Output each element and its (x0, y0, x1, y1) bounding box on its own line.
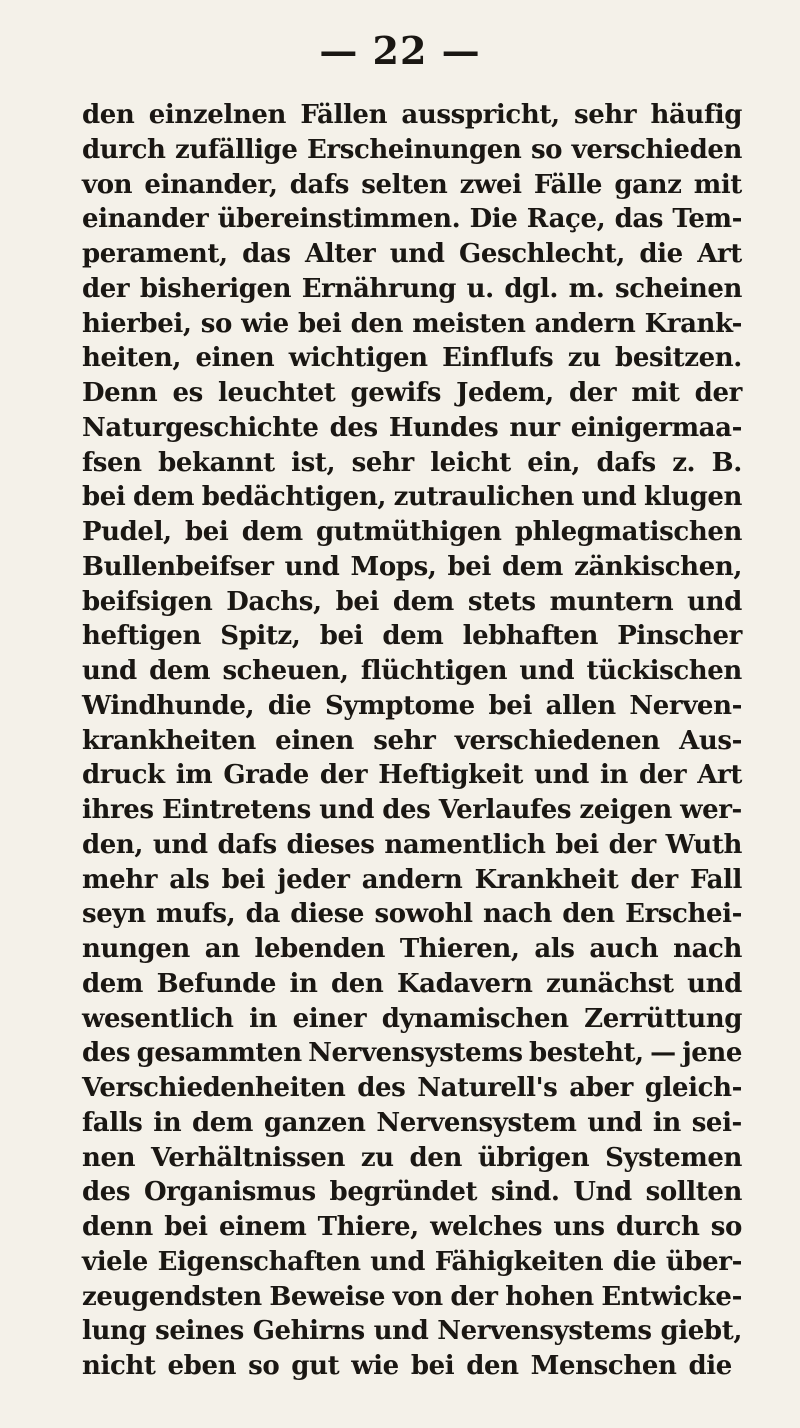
word: häufig (650, 100, 742, 130)
word: beifsigen (82, 586, 213, 617)
word: giebt, (660, 1316, 742, 1347)
word: ausspricht, (401, 100, 560, 130)
text-line (82, 376, 742, 411)
word: verschiedenen (454, 725, 660, 756)
word: perament, (82, 239, 228, 269)
word: Pudel, (82, 517, 172, 547)
word: heftigen (82, 621, 201, 652)
word: ihres (82, 795, 154, 825)
word: zeugendsten (82, 1281, 262, 1312)
word: die (267, 690, 312, 721)
word: übereinstimmen. (217, 204, 461, 235)
word: diese (290, 899, 365, 930)
word: gutmüthigen (316, 517, 502, 547)
word: zwei (459, 169, 522, 200)
word: des (82, 1177, 131, 1208)
word: namentlich (384, 829, 546, 860)
word: zu (360, 1142, 394, 1173)
word: es (172, 378, 203, 408)
word: einen (275, 725, 354, 756)
word: Tem- (672, 204, 742, 235)
word: einem (218, 1212, 307, 1242)
word: Naturell's (417, 1073, 558, 1103)
word: der (608, 829, 656, 860)
word: den (350, 308, 403, 339)
word: des (82, 1038, 131, 1069)
word: bei (82, 482, 126, 513)
word: in (652, 1107, 681, 1138)
word: den, (82, 829, 144, 860)
text-line (82, 133, 742, 168)
text-line (82, 1002, 742, 1037)
word: Hundes (388, 412, 499, 443)
text-line (82, 967, 742, 1002)
word: zunächst (546, 968, 674, 999)
word: Eintretens (161, 795, 311, 825)
word: Jedem, (456, 378, 554, 408)
text-line (82, 619, 742, 654)
word: den (82, 100, 135, 130)
word: falls (82, 1107, 143, 1138)
word: Ernährung (301, 273, 457, 304)
word: so (200, 308, 232, 339)
text-line (82, 1175, 742, 1210)
word: durch (82, 134, 166, 165)
word: stets (467, 586, 536, 617)
word: Systemen (605, 1142, 742, 1173)
word: einzelnen (148, 100, 287, 130)
word: und (534, 760, 589, 791)
word: zu (567, 343, 601, 374)
word: lung (82, 1316, 147, 1347)
word: und (519, 656, 575, 686)
word: flüchtigen (360, 656, 508, 686)
word: aber (569, 1073, 633, 1103)
word: gleich- (644, 1073, 742, 1103)
word: bei (319, 621, 364, 652)
word: der (630, 864, 678, 895)
word: Aus- (679, 725, 742, 756)
word: einen (195, 343, 275, 374)
word: bekannt (158, 447, 275, 478)
word: und (581, 482, 637, 513)
word: Fälle (533, 169, 603, 200)
word: Grade (223, 760, 309, 791)
word: Entwicke- (601, 1281, 742, 1312)
word: so (530, 134, 563, 165)
word: dem (502, 551, 564, 582)
word: Beweise (269, 1281, 386, 1312)
word: nungen (82, 934, 190, 964)
word: B. (711, 447, 742, 478)
word: selten (361, 169, 448, 200)
word: bei (555, 829, 599, 860)
text-line (82, 411, 742, 446)
word: den (409, 1142, 462, 1173)
word: das (614, 204, 664, 235)
word: Menschen (530, 1351, 677, 1381)
word: andern (534, 308, 636, 339)
word: hohen (505, 1281, 594, 1312)
word: jeder (277, 864, 350, 895)
word: da (245, 899, 280, 930)
word: uns (553, 1212, 605, 1242)
word: Fall (689, 864, 742, 895)
word: einigermaa- (570, 412, 742, 443)
word: mit (693, 169, 742, 200)
word: druck (82, 760, 165, 791)
text-line (82, 724, 742, 759)
word: bei (164, 1212, 208, 1242)
word: u. (466, 273, 494, 304)
word: nur (509, 412, 560, 443)
word: sollten (645, 1177, 742, 1208)
word: Befunde (156, 968, 276, 999)
word: Dachs, (226, 586, 322, 617)
word: lebhaften (462, 621, 598, 652)
word: allen (545, 690, 616, 721)
word: in (289, 968, 318, 999)
word: sind. (490, 1177, 560, 1208)
word: dafs (596, 447, 656, 478)
word: und (82, 656, 137, 686)
word: Thiere, (317, 1212, 419, 1242)
word: Spitz, (220, 621, 301, 652)
word: m. (568, 273, 605, 304)
word: mufs, (155, 899, 236, 930)
text-line (82, 1071, 742, 1106)
word: besteht, (529, 1038, 644, 1069)
word: in (153, 1107, 182, 1138)
word: der (638, 760, 687, 791)
word: der (450, 1281, 498, 1312)
word: wie (351, 1351, 399, 1381)
word: wesentlich (82, 1003, 234, 1034)
word: sei- (691, 1107, 742, 1138)
word: Nervensystem (376, 1107, 577, 1138)
word: auch (589, 934, 659, 964)
text-line (82, 1280, 742, 1315)
text-line (82, 1141, 742, 1176)
word: so (248, 1351, 280, 1381)
word: seines (155, 1316, 244, 1347)
text-line (82, 202, 742, 237)
word: und (687, 968, 742, 999)
word: die (639, 239, 683, 269)
word: phlegmatischen (514, 517, 742, 547)
word: Bullenbeifser (82, 551, 274, 582)
word: zänkischen, (574, 551, 742, 582)
word: wer- (680, 795, 742, 825)
word: im (175, 760, 213, 791)
word: z. (672, 447, 696, 478)
word: den (466, 1351, 519, 1381)
word: — (650, 1038, 676, 1069)
text-line (82, 585, 742, 620)
word: gut (291, 1351, 340, 1381)
text-line (82, 897, 742, 932)
word: bei (410, 1351, 455, 1381)
word: lebenden (254, 934, 386, 964)
word: sehr (351, 447, 414, 478)
word: gesammten (136, 1038, 302, 1069)
word: nicht (82, 1351, 156, 1381)
word: Art (697, 239, 742, 269)
text-line (82, 1245, 742, 1280)
word: sowohl (374, 899, 473, 930)
word: den (331, 968, 384, 999)
word: Pinscher (617, 621, 742, 652)
word: bisherigen (139, 273, 292, 304)
text-line (82, 793, 742, 828)
word: der (82, 273, 130, 304)
word: in (249, 1003, 278, 1034)
text-line (82, 515, 742, 550)
text-line (82, 1036, 742, 1071)
word: begründet (329, 1177, 478, 1208)
word: welches (430, 1212, 543, 1242)
word: leicht (430, 447, 511, 478)
word: und (319, 795, 374, 825)
text-line (82, 1349, 742, 1384)
word: scheuen, (222, 656, 349, 686)
word: Erschei- (625, 899, 742, 930)
word: Alter (305, 239, 376, 269)
word: nen (82, 1142, 136, 1173)
text-line (82, 480, 742, 515)
word: Die (469, 204, 518, 235)
word: und (389, 239, 445, 269)
word: der (568, 378, 617, 408)
word: den (562, 899, 615, 930)
word: Zerrüttung (584, 1003, 742, 1034)
word: des (382, 795, 431, 825)
word: dafs (289, 169, 349, 200)
text-line (82, 98, 742, 133)
word: einer (292, 1003, 367, 1034)
word: Einflufs (442, 343, 554, 374)
word: Symptome (325, 690, 475, 721)
word: durch (615, 1212, 700, 1242)
word: an (204, 934, 240, 964)
word: Geschlecht, (459, 239, 625, 269)
word: bedächtigen, (201, 482, 386, 513)
word: zutraulichen (393, 482, 574, 513)
word: des (329, 412, 378, 443)
word: ganz (614, 169, 682, 200)
text-line (82, 863, 742, 898)
word: muntern (549, 586, 674, 617)
page-number: — 22 — (319, 28, 481, 73)
word: Kadavern (396, 968, 533, 999)
word: eben (167, 1351, 237, 1381)
word: Art (697, 760, 742, 791)
word: Nervensystems (437, 1316, 652, 1347)
word: dieses (286, 829, 375, 860)
word: so (710, 1212, 742, 1242)
word: Verhältnissen (151, 1142, 345, 1173)
word: Verschiedenheiten (82, 1073, 346, 1103)
word: ist, (291, 447, 336, 478)
text-line (82, 272, 742, 307)
word: mehr (82, 864, 158, 895)
word: bei (447, 551, 491, 582)
word: jene (682, 1038, 742, 1069)
word: dem (241, 517, 303, 547)
text-line (82, 446, 742, 481)
word: über- (665, 1246, 742, 1277)
word: übrigen (477, 1142, 590, 1173)
word: gewifs (350, 378, 441, 408)
word: Heftigkeit (378, 760, 524, 791)
word: bei (221, 864, 265, 895)
word: heiten, (82, 343, 182, 374)
word: von (392, 1281, 443, 1312)
word: dynamischen (381, 1003, 569, 1034)
word: zufällige (175, 134, 298, 165)
word: scheinen (615, 273, 742, 304)
word: und (587, 1107, 643, 1138)
word: besitzen. (615, 343, 742, 374)
word: das (242, 239, 291, 269)
word: Und (573, 1177, 632, 1208)
word: seyn (82, 899, 146, 930)
word: Raçe, (526, 204, 606, 235)
word: die (612, 1246, 657, 1277)
word: dem (133, 482, 195, 513)
word: Nervensystems (308, 1038, 523, 1069)
word: nach (673, 934, 742, 964)
text-line (82, 758, 742, 793)
word: Erscheinungen (306, 134, 522, 165)
word: dafs (217, 829, 277, 860)
word: die (688, 1351, 732, 1381)
word: Verlaufes (438, 795, 572, 825)
word: und (152, 829, 208, 860)
word: als (534, 934, 575, 964)
word: leuchtet (217, 378, 336, 408)
word: Organismus (143, 1177, 316, 1208)
word: klugen (643, 482, 742, 513)
word: denn (82, 1212, 153, 1242)
word: einander, (144, 169, 278, 200)
word: viele (82, 1246, 148, 1277)
word: Thieren, (399, 934, 520, 964)
word: mit (631, 378, 680, 408)
word: bei (185, 517, 229, 547)
word: verschieden (571, 134, 742, 165)
word: als (169, 864, 210, 895)
word: krankheiten (82, 725, 256, 756)
word: sehr (573, 100, 637, 130)
text-line (82, 341, 742, 376)
word: dem (382, 621, 444, 652)
word: fsen (82, 447, 142, 478)
word: Mops, (350, 551, 437, 582)
word: dgl. (504, 273, 559, 304)
text-line (82, 1210, 742, 1245)
word: und (687, 586, 742, 617)
word: wichtigen (288, 343, 428, 374)
word: sehr (373, 725, 436, 756)
word: Wuth (665, 829, 742, 860)
word: bei (335, 586, 379, 617)
word: dem (82, 968, 144, 999)
word: tückischen (586, 656, 742, 686)
text-line (82, 932, 742, 967)
text-line (82, 1314, 742, 1349)
text-line (82, 307, 742, 342)
word: andern (361, 864, 463, 895)
word: und (284, 551, 340, 582)
word: Fähigkeiten (434, 1246, 604, 1277)
word: bei (488, 690, 532, 721)
word: hierbei, (82, 308, 192, 339)
word: einander (82, 204, 209, 235)
word: Eigenschaften (157, 1246, 361, 1277)
word: Naturgeschichte (82, 412, 319, 443)
word: Krank- (644, 308, 742, 339)
word: Denn (82, 378, 158, 408)
text-line (82, 550, 742, 585)
word: bei (297, 308, 342, 339)
text-line (82, 1106, 742, 1141)
word: dem (149, 656, 211, 686)
word: Gehirns (252, 1316, 365, 1347)
word: Fällen (300, 100, 388, 130)
word: von (82, 169, 133, 200)
word: zeigen (579, 795, 672, 825)
word: und (373, 1316, 429, 1347)
word: nach (482, 899, 552, 930)
word: dem (191, 1107, 254, 1138)
word: ganzen (263, 1107, 366, 1138)
word: meisten (412, 308, 526, 339)
text-line (82, 237, 742, 272)
word: der (319, 760, 368, 791)
text-line (82, 689, 742, 724)
word: wie (241, 308, 289, 339)
word: Nerven- (629, 690, 742, 721)
word: Windhunde, (82, 690, 255, 721)
word: in (599, 760, 628, 791)
word: der (694, 378, 742, 408)
word: Krankheit (474, 864, 619, 895)
word: dem (392, 586, 454, 617)
word: ein, (527, 447, 581, 478)
body-text (82, 98, 742, 1384)
text-line (82, 654, 742, 689)
text-line (82, 168, 742, 203)
word: des (357, 1073, 406, 1103)
word: und (370, 1246, 426, 1277)
text-line (82, 828, 742, 863)
